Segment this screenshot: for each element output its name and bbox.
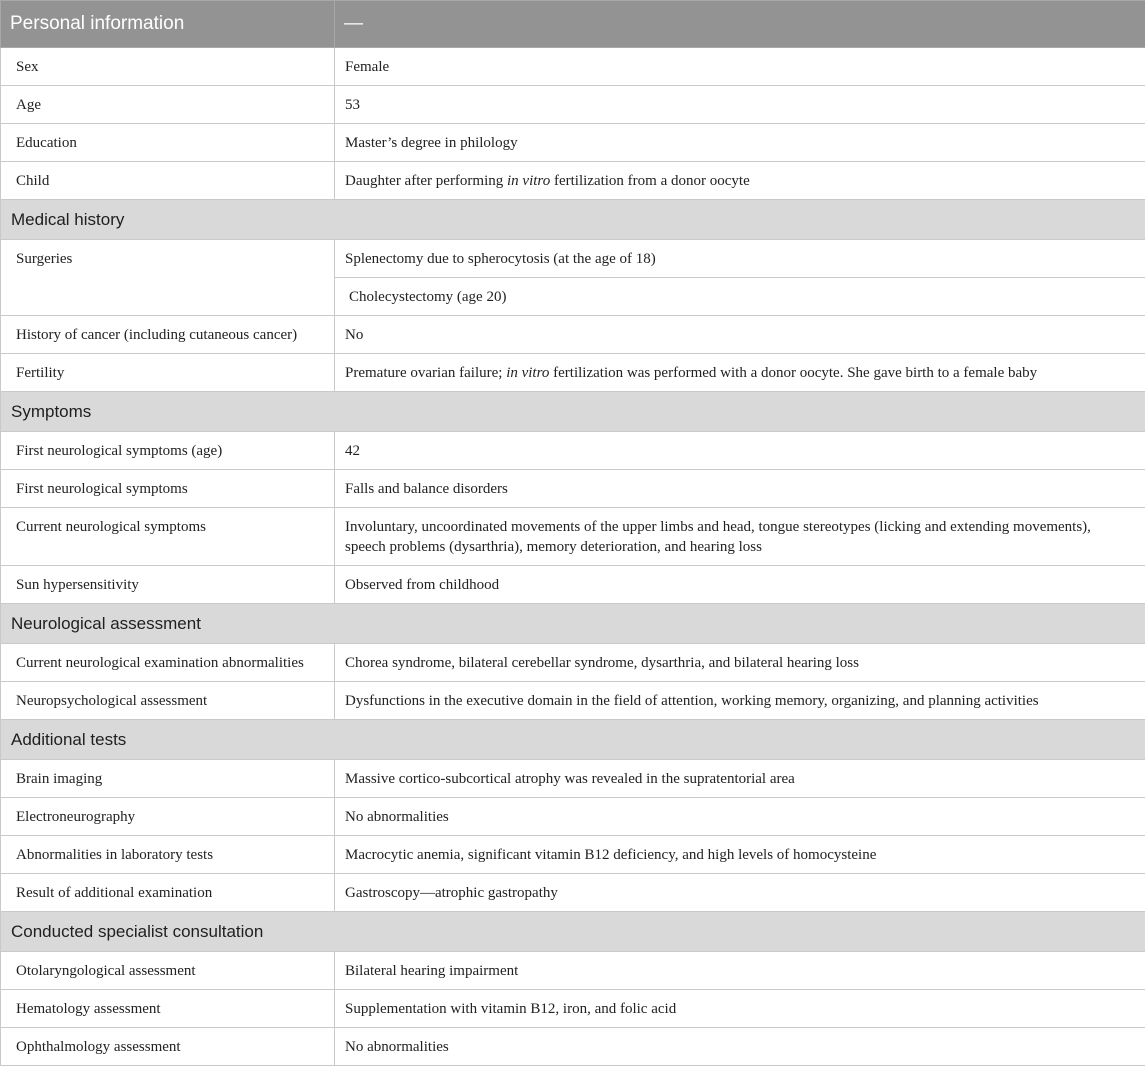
table-row	[1, 354, 1145, 392]
row-label-first-symptoms: First neurological symptoms	[1, 470, 335, 508]
table-row	[1, 566, 1145, 604]
row-label-fertility: Fertility	[1, 354, 335, 392]
table-row	[1, 470, 1145, 508]
child-text-italic: in vitro	[507, 173, 550, 189]
section-title-neurological-assessment: Neurological assessment	[1, 604, 1145, 644]
table-row	[1, 952, 1145, 990]
row-label-current-symptoms: Current neurological symptoms	[1, 508, 335, 566]
row-value-surgeries-1: Splenectomy due to spherocytosis (at the age of 18)	[335, 240, 1145, 278]
row-label-age: Age	[1, 86, 335, 124]
row-label-electroneurography: Electroneurography	[1, 798, 335, 836]
row-value-hematology: Supplementation with vitamin B12, iron, and folic acid	[335, 990, 1145, 1028]
table-row	[1, 1028, 1145, 1066]
row-label-additional-exam: Result of additional examination	[1, 874, 335, 912]
row-value-child	[335, 162, 1145, 200]
row-label-neuropsych: Neuropsychological assessment	[1, 682, 335, 720]
row-label-otolaryngology: Otolaryngological assessment	[1, 952, 335, 990]
row-label-child: Child	[1, 162, 335, 200]
table-row	[1, 644, 1145, 682]
row-label-hematology: Hematology assessment	[1, 990, 335, 1028]
row-value-neuropsych: Dysfunctions in the executive domain in the field of attention, working memory, organizing, and planning activities	[335, 682, 1145, 720]
section-title-symptoms: Symptoms	[1, 392, 1145, 432]
table-row	[1, 316, 1145, 354]
section-row-symptoms	[1, 392, 1145, 432]
row-label-sun-hypersensitivity: Sun hypersensitivity	[1, 566, 335, 604]
child-text-pre: Daughter after performing	[345, 173, 507, 189]
row-value-age: 53	[335, 86, 1145, 124]
section-row-medical-history	[1, 200, 1145, 240]
row-value-brain-imaging: Massive cortico-subcortical atrophy was revealed in the supratentorial area	[335, 760, 1145, 798]
row-label-surgeries: Surgeries	[1, 240, 335, 316]
row-value-cancer: No	[335, 316, 1145, 354]
table-row	[1, 240, 1145, 278]
row-label-sex: Sex	[1, 48, 335, 86]
row-value-education: Master’s degree in philology	[335, 124, 1145, 162]
row-label-lab-tests: Abnormalities in laboratory tests	[1, 836, 335, 874]
header-dash: —	[335, 1, 1145, 48]
section-row-additional-tests	[1, 720, 1145, 760]
row-label-cancer: History of cancer (including cutaneous cancer)	[1, 316, 335, 354]
header-personal-information: Personal information	[1, 1, 335, 48]
row-value-first-symptoms: Falls and balance disorders	[335, 470, 1145, 508]
table-row	[1, 86, 1145, 124]
table-row	[1, 682, 1145, 720]
row-label-ophthalmology: Ophthalmology assessment	[1, 1028, 335, 1066]
row-value-lab-tests: Macrocytic anemia, significant vitamin B12 deficiency, and high levels of homocysteine	[335, 836, 1145, 874]
table-row	[1, 836, 1145, 874]
row-label-brain-imaging: Brain imaging	[1, 760, 335, 798]
table-row	[1, 432, 1145, 470]
row-value-surgeries-2: Cholecystectomy (age 20)	[335, 278, 1145, 316]
table-row	[1, 760, 1145, 798]
row-value-electroneurography: No abnormalities	[335, 798, 1145, 836]
row-value-fertility	[335, 354, 1145, 392]
row-value-neuro-exam: Chorea syndrome, bilateral cerebellar syndrome, dysarthria, and bilateral hearing loss	[335, 644, 1145, 682]
child-text-post: fertilization from a donor oocyte	[550, 173, 750, 189]
table-row	[1, 508, 1145, 566]
row-label-neuro-exam: Current neurological examination abnormalities	[1, 644, 335, 682]
section-title-additional-tests: Additional tests	[1, 720, 1145, 760]
section-row-neurological-assessment	[1, 604, 1145, 644]
section-title-medical-history: Medical history	[1, 200, 1145, 240]
row-value-current-symptoms: Involuntary, uncoordinated movements of the upper limbs and head, tongue stereotypes (licking and extending movements), speech problems (dysarthria), memory deterioration, and hearing loss	[335, 508, 1145, 566]
table-row	[1, 162, 1145, 200]
fertility-text-post: fertilization was performed with a donor oocyte. She gave birth to a female baby	[549, 365, 1037, 381]
fertility-text-pre: Premature ovarian failure;	[345, 365, 506, 381]
row-value-sun-hypersensitivity: Observed from childhood	[335, 566, 1145, 604]
table-row	[1, 48, 1145, 86]
row-label-first-symptoms-age: First neurological symptoms (age)	[1, 432, 335, 470]
table-header-row	[1, 1, 1145, 48]
row-value-additional-exam: Gastroscopy—atrophic gastropathy	[335, 874, 1145, 912]
row-value-ophthalmology: No abnormalities	[335, 1028, 1145, 1066]
row-value-sex: Female	[335, 48, 1145, 86]
row-value-first-symptoms-age: 42	[335, 432, 1145, 470]
row-label-education: Education	[1, 124, 335, 162]
table-row	[1, 990, 1145, 1028]
fertility-text-italic: in vitro	[506, 365, 549, 381]
table-row	[1, 798, 1145, 836]
section-title-specialist-consultation: Conducted specialist consultation	[1, 912, 1145, 952]
section-row-specialist-consultation	[1, 912, 1145, 952]
table-row	[1, 124, 1145, 162]
row-value-otolaryngology: Bilateral hearing impairment	[335, 952, 1145, 990]
table-row	[1, 874, 1145, 912]
